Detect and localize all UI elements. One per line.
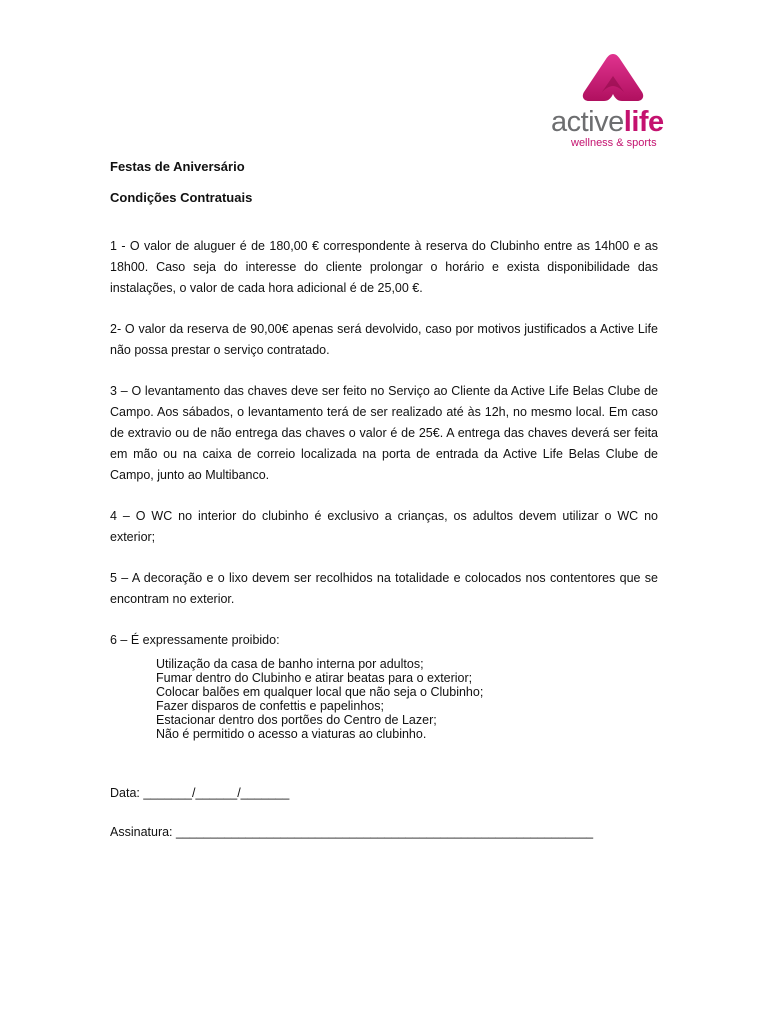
- list-item: Não é permitido o acesso a viaturas ao clubinho.: [156, 727, 427, 741]
- logo-wordmark: [551, 106, 664, 138]
- triangle-logo-icon: [580, 52, 646, 102]
- list-item: Utilização da casa de banho interna por adultos;: [156, 657, 424, 671]
- clause-6: 6 – É expressamente proibido:: [110, 633, 280, 647]
- prohibited-list: [156, 657, 658, 741]
- document-body: [110, 158, 658, 841]
- document-title: Festas de Aniversário: [110, 159, 245, 174]
- clause-1: 1 - O valor de aluguer é de 180,00 € correspondente à reserva do Clubinho entre as 14h00 e as 18h00. Caso seja do interesse do cliente prolongar o horário e exista disponibilidade das instalações, o valor de cada hora adicional é de 25,00 €.: [110, 239, 658, 295]
- clause-2: 2- O valor da reserva de 90,00€ apenas será devolvido, caso por motivos justificados a Active Life não possa prestar o serviço contratado.: [110, 322, 658, 357]
- logo-word-active: active: [551, 106, 624, 138]
- document-subtitle: Condições Contratuais: [110, 190, 253, 205]
- logo-word-life: life: [623, 106, 664, 138]
- clause-4: 4 – O WC no interior do clubinho é exclusivo a crianças, os adultos devem utilizar o WC no exterior;: [110, 509, 658, 544]
- active-life-logo: [544, 48, 684, 150]
- date-field: Data: _______/______/_______: [110, 786, 290, 800]
- list-item: Fumar dentro do Clubinho e atirar beatas para o exterior;: [156, 671, 473, 685]
- clause-5: 5 – A decoração e o lixo devem ser recolhidos na totalidade e colocados nos contentores que se encontram no exterior.: [110, 571, 658, 606]
- clause-3: 3 – O levantamento das chaves deve ser feito no Serviço ao Cliente da Active Life Belas Clube de Campo. Aos sábados, o levantamento terá de ser realizado até às 12h, no mesmo local. Em caso de extravio ou de não entrega das chaves o valor é de 25€. A entrega das chaves deverá ser feita em mão ou na caixa de correio localizada na porta de entrada da Active Life Belas Clube de Campo, junto ao Multibanco.: [110, 384, 658, 482]
- logo-tagline: wellness & sports: [571, 137, 657, 149]
- list-item: Estacionar dentro dos portões do Centro de Lazer;: [156, 713, 437, 727]
- list-item: Fazer disparos de confettis e papelinhos;: [156, 699, 384, 713]
- list-item: Colocar balões em qualquer local que não seja o Clubinho;: [156, 685, 484, 699]
- signature-field: Assinatura: ____________________________________________________________: [110, 825, 594, 839]
